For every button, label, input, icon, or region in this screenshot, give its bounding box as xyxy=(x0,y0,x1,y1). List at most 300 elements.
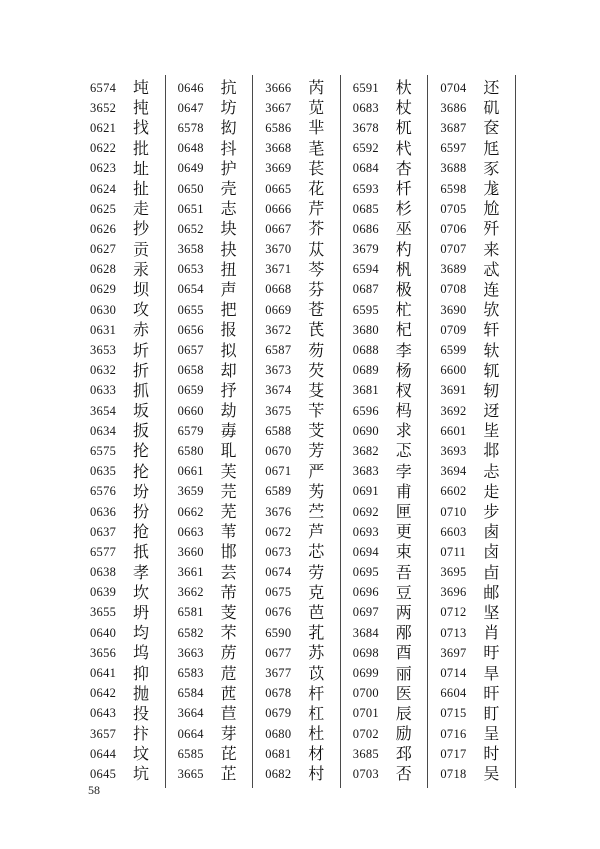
entry-character: 肖 xyxy=(483,623,500,643)
entry-code: 0709 xyxy=(440,322,467,337)
entry-character: 吴 xyxy=(483,764,500,784)
table-row xyxy=(428,421,515,441)
entry-code: 6574 xyxy=(90,80,117,95)
table-row xyxy=(166,724,253,744)
table-row xyxy=(78,583,165,603)
table-row xyxy=(78,320,165,340)
entry-code: 6590 xyxy=(265,625,292,640)
table-row xyxy=(428,704,515,724)
entry-character: 杞 xyxy=(395,320,412,340)
table-row xyxy=(341,300,428,320)
table-row xyxy=(253,563,340,583)
entry-code: 0662 xyxy=(177,504,204,519)
table-row xyxy=(428,502,515,522)
entry-character: 报 xyxy=(220,320,237,340)
entry-character: 苡 xyxy=(308,663,325,683)
entry-code: 0680 xyxy=(265,726,292,741)
table-row xyxy=(341,441,428,461)
entry-code: 0713 xyxy=(440,625,467,640)
entry-code: 0643 xyxy=(90,706,117,721)
entry-code: 6592 xyxy=(352,141,379,156)
table-row xyxy=(341,744,428,764)
entry-character: 苌 xyxy=(308,158,325,178)
table-row xyxy=(428,78,515,98)
table-row xyxy=(253,159,340,179)
table-row xyxy=(253,704,340,724)
entry-code: 3691 xyxy=(440,383,467,398)
table-row xyxy=(78,98,165,118)
entry-code: 0639 xyxy=(90,585,117,600)
table-row xyxy=(166,361,253,381)
table-row xyxy=(341,139,428,159)
table-row xyxy=(253,744,340,764)
table-row xyxy=(428,522,515,542)
entry-character: 芡 xyxy=(308,360,325,380)
character-code-table xyxy=(78,75,516,788)
entry-code: 0665 xyxy=(265,181,292,196)
entry-code: 6599 xyxy=(440,343,467,358)
entry-character: 芽 xyxy=(220,724,237,744)
entry-code: 3665 xyxy=(177,766,204,781)
entry-character: 抢 xyxy=(133,522,150,542)
entry-character: 坋 xyxy=(133,481,150,501)
entry-character: 劳 xyxy=(308,562,325,582)
table-row xyxy=(341,643,428,663)
table-row xyxy=(166,684,253,704)
entry-code: 3683 xyxy=(352,464,379,479)
entry-character: 芫 xyxy=(220,481,237,501)
entry-code: 0699 xyxy=(352,666,379,681)
entry-code: 0649 xyxy=(177,161,204,176)
entry-character: 芾 xyxy=(220,582,237,602)
entry-code: 3686 xyxy=(440,100,467,115)
entry-character: 丽 xyxy=(395,663,412,683)
entry-code: 0688 xyxy=(352,343,379,358)
entry-code: 0659 xyxy=(177,383,204,398)
entry-code: 6588 xyxy=(265,423,292,438)
table-row xyxy=(341,724,428,744)
entry-code: 6601 xyxy=(440,423,467,438)
entry-code: 0642 xyxy=(90,686,117,701)
table-row xyxy=(78,139,165,159)
table-row xyxy=(78,744,165,764)
table-row xyxy=(253,542,340,562)
table-row xyxy=(341,421,428,441)
entry-character: 抉 xyxy=(220,239,237,259)
table-row xyxy=(428,684,515,704)
entry-code: 3656 xyxy=(90,645,117,660)
entry-code: 3669 xyxy=(265,161,292,176)
table-row xyxy=(166,78,253,98)
entry-character: 𫇭 xyxy=(308,481,325,501)
entry-code: 0624 xyxy=(90,181,117,196)
entry-code: 6580 xyxy=(177,443,204,458)
table-row xyxy=(253,118,340,138)
entry-code: 0668 xyxy=(265,282,292,297)
entry-code: 3684 xyxy=(352,625,379,640)
entry-character: 芭 xyxy=(308,602,325,622)
entry-code: 0682 xyxy=(265,766,292,781)
entry-code: 6587 xyxy=(265,343,292,358)
entry-code: 0654 xyxy=(177,282,204,297)
table-row xyxy=(341,603,428,623)
table-row xyxy=(78,179,165,199)
entry-character: 歨 xyxy=(483,481,500,501)
table-row xyxy=(341,320,428,340)
entry-code: 6600 xyxy=(440,363,467,378)
entry-character: 励 xyxy=(395,724,412,744)
entry-code: 0628 xyxy=(90,262,117,277)
entry-character: 块 xyxy=(220,219,237,239)
entry-character: 歼 xyxy=(483,219,500,239)
entry-character: 坞 xyxy=(133,643,150,663)
entry-character: 苄 xyxy=(308,401,325,421)
entry-code: 0669 xyxy=(265,302,292,317)
table-row xyxy=(166,522,253,542)
entry-code: 0627 xyxy=(90,242,117,257)
entry-character: 杩 xyxy=(395,401,412,421)
entry-code: 0702 xyxy=(352,726,379,741)
table-row xyxy=(78,684,165,704)
entry-character: 忑 xyxy=(395,441,412,461)
entry-character: 坎 xyxy=(133,582,150,602)
table-row xyxy=(341,98,428,118)
entry-code: 0653 xyxy=(177,262,204,277)
table-column xyxy=(341,75,429,788)
entry-code: 0677 xyxy=(265,645,292,660)
entry-code: 0696 xyxy=(352,585,379,600)
table-row xyxy=(253,320,340,340)
entry-character: 邴 xyxy=(395,623,412,643)
entry-character: 𫐄 xyxy=(483,360,500,380)
entry-code: 0703 xyxy=(352,766,379,781)
entry-character: 芠 xyxy=(308,421,325,441)
entry-code: 6603 xyxy=(440,524,467,539)
entry-character: 坑 xyxy=(133,764,150,784)
entry-code: 0629 xyxy=(90,282,117,297)
table-row xyxy=(253,199,340,219)
entry-character: 芯 xyxy=(308,542,325,562)
entry-character: 孝 xyxy=(133,562,150,582)
entry-character: 吾 xyxy=(395,562,412,582)
entry-character: 杈 xyxy=(395,380,412,400)
table-row xyxy=(341,219,428,239)
entry-code: 6576 xyxy=(90,484,117,499)
entry-code: 3687 xyxy=(440,120,467,135)
entry-character: 抃 xyxy=(133,724,150,744)
entry-character: 花 xyxy=(308,179,325,199)
table-row xyxy=(78,663,165,683)
table-row xyxy=(78,240,165,260)
entry-code: 0672 xyxy=(265,524,292,539)
entry-character: 芹 xyxy=(308,199,325,219)
table-row xyxy=(78,482,165,502)
entry-character: 抝 xyxy=(220,118,237,138)
entry-character: 束 xyxy=(395,542,412,562)
table-row xyxy=(428,340,515,360)
entry-character: 旴 xyxy=(483,643,500,663)
table-row xyxy=(428,300,515,320)
entry-code: 0676 xyxy=(265,605,292,620)
table-row xyxy=(428,583,515,603)
entry-code: 0657 xyxy=(177,343,204,358)
table-row xyxy=(253,502,340,522)
table-row xyxy=(341,78,428,98)
table-row xyxy=(78,421,165,441)
entry-character: 芼 xyxy=(308,138,325,158)
entry-character: 抑 xyxy=(133,663,150,683)
entry-code: 0689 xyxy=(352,363,379,378)
table-row xyxy=(166,219,253,239)
entry-character: 还 xyxy=(483,78,500,98)
entry-character: 芷 xyxy=(220,764,237,784)
table-row xyxy=(428,623,515,643)
entry-code: 0622 xyxy=(90,141,117,156)
entry-character: 尨 xyxy=(483,179,500,199)
table-row xyxy=(428,98,515,118)
table-row xyxy=(428,361,515,381)
table-row xyxy=(78,643,165,663)
entry-character: 芰 xyxy=(220,602,237,622)
entry-character: 劫 xyxy=(220,401,237,421)
table-column xyxy=(166,75,254,788)
table-row xyxy=(78,78,165,98)
entry-character: 芦 xyxy=(308,522,325,542)
entry-code: 0717 xyxy=(440,746,467,761)
table-row xyxy=(166,441,253,461)
entry-character: 忒 xyxy=(483,259,500,279)
entry-code: 0631 xyxy=(90,322,117,337)
entry-code: 3668 xyxy=(265,141,292,156)
table-column xyxy=(253,75,341,788)
entry-code: 3681 xyxy=(352,383,379,398)
entry-code: 3693 xyxy=(440,443,467,458)
entry-code: 0701 xyxy=(352,706,379,721)
entry-code: 0636 xyxy=(90,504,117,519)
entry-code: 3661 xyxy=(177,565,204,580)
entry-code: 0663 xyxy=(177,524,204,539)
entry-code: 0683 xyxy=(352,100,379,115)
entry-character: 芬 xyxy=(308,279,325,299)
table-row xyxy=(341,522,428,542)
table-row xyxy=(166,744,253,764)
table-row xyxy=(253,623,340,643)
entry-code: 6575 xyxy=(90,443,117,458)
entry-character: 卥 xyxy=(483,522,500,542)
entry-character: 迓 xyxy=(483,401,500,421)
entry-code: 3673 xyxy=(265,363,292,378)
entry-code: 3697 xyxy=(440,645,467,660)
entry-code: 3666 xyxy=(265,80,292,95)
entry-code: 0681 xyxy=(265,746,292,761)
entry-code: 3675 xyxy=(265,403,292,418)
entry-character: 拟 xyxy=(220,340,237,360)
entry-character: 轩 xyxy=(483,320,500,340)
entry-character: 杖 xyxy=(395,98,412,118)
table-row xyxy=(78,159,165,179)
entry-code: 6579 xyxy=(177,423,204,438)
entry-code: 3657 xyxy=(90,726,117,741)
entry-character: 旰 xyxy=(483,683,500,703)
entry-code: 0641 xyxy=(90,666,117,681)
table-row xyxy=(341,361,428,381)
entry-code: 6581 xyxy=(177,605,204,620)
table-row xyxy=(166,381,253,401)
table-row xyxy=(253,421,340,441)
entry-character: 批 xyxy=(133,138,150,158)
table-row xyxy=(428,381,515,401)
table-row xyxy=(428,724,515,744)
table-row xyxy=(341,482,428,502)
table-row xyxy=(428,199,515,219)
table-row xyxy=(166,139,253,159)
entry-code: 3690 xyxy=(440,302,467,317)
entry-character: 攻 xyxy=(133,300,150,320)
table-row xyxy=(428,219,515,239)
entry-character: 芮 xyxy=(308,78,325,98)
entry-character: 芪 xyxy=(308,320,325,340)
entry-character: 呈 xyxy=(483,724,500,744)
entry-character: 矶 xyxy=(483,98,500,118)
entry-character: 苉 xyxy=(220,683,237,703)
table-row xyxy=(166,542,253,562)
table-row xyxy=(166,159,253,179)
entry-character: 奁 xyxy=(483,118,500,138)
table-row xyxy=(253,401,340,421)
table-row xyxy=(253,764,340,784)
entry-code: 3664 xyxy=(177,706,204,721)
entry-character: 耴 xyxy=(220,441,237,461)
entry-character: 苍 xyxy=(308,300,325,320)
entry-code: 6602 xyxy=(440,484,467,499)
table-row xyxy=(341,159,428,179)
entry-character: 严 xyxy=(308,461,325,481)
table-row xyxy=(341,684,428,704)
entry-code: 3677 xyxy=(265,666,292,681)
entry-character: 李 xyxy=(395,340,412,360)
entry-code: 0679 xyxy=(265,706,292,721)
entry-code: 0714 xyxy=(440,666,467,681)
entry-character: 杜 xyxy=(308,724,325,744)
entry-code: 0652 xyxy=(177,221,204,236)
entry-character: 坉 xyxy=(133,78,150,98)
table-row xyxy=(341,199,428,219)
table-row xyxy=(428,764,515,784)
entry-code: 0650 xyxy=(177,181,204,196)
entry-character: 孛 xyxy=(395,461,412,481)
entry-code: 0637 xyxy=(90,524,117,539)
table-row xyxy=(341,542,428,562)
table-row xyxy=(428,563,515,583)
entry-code: 3682 xyxy=(352,443,379,458)
table-row xyxy=(166,260,253,280)
table-row xyxy=(341,764,428,784)
entry-character: 抗 xyxy=(220,78,237,98)
entry-character: 杓 xyxy=(395,239,412,259)
entry-character: 苇 xyxy=(220,522,237,542)
entry-code: 6585 xyxy=(177,746,204,761)
entry-character: 芳 xyxy=(308,441,325,461)
entry-code: 0691 xyxy=(352,484,379,499)
entry-code: 6583 xyxy=(177,666,204,681)
entry-code: 6593 xyxy=(352,181,379,196)
table-column xyxy=(428,75,516,788)
entry-character: 杙 xyxy=(395,138,412,158)
entry-character: 声 xyxy=(220,279,237,299)
entry-character: 坊 xyxy=(220,98,237,118)
entry-character: 芸 xyxy=(220,562,237,582)
entry-code: 3685 xyxy=(352,746,379,761)
table-row xyxy=(341,381,428,401)
table-row xyxy=(166,240,253,260)
table-row xyxy=(253,260,340,280)
entry-character: 扯 xyxy=(133,179,150,199)
entry-code: 0633 xyxy=(90,383,117,398)
entry-character: 却 xyxy=(220,360,237,380)
entry-character: 苁 xyxy=(308,239,325,259)
table-row xyxy=(253,643,340,663)
table-row xyxy=(341,240,428,260)
table-row xyxy=(428,139,515,159)
table-column xyxy=(78,75,166,788)
table-row xyxy=(166,583,253,603)
entry-character: 把 xyxy=(220,300,237,320)
entry-character: 抡 xyxy=(133,441,150,461)
table-row xyxy=(166,320,253,340)
entry-character: 坟 xyxy=(133,744,150,764)
entry-character: 芘 xyxy=(220,744,237,764)
table-row xyxy=(428,603,515,623)
table-row xyxy=(253,280,340,300)
table-row xyxy=(428,401,515,421)
table-row xyxy=(78,219,165,239)
table-row xyxy=(166,603,253,623)
entry-character: 克 xyxy=(308,582,325,602)
entry-code: 0646 xyxy=(177,80,204,95)
entry-code: 3658 xyxy=(177,242,204,257)
entry-character: 芙 xyxy=(220,461,237,481)
table-row xyxy=(253,340,340,360)
entry-code: 0626 xyxy=(90,221,117,236)
entry-character: 尬 xyxy=(483,199,500,219)
entry-character: 邶 xyxy=(483,441,500,461)
entry-character: 苏 xyxy=(308,643,325,663)
entry-code: 3663 xyxy=(177,645,204,660)
entry-code: 6578 xyxy=(177,120,204,135)
entry-character: 盯 xyxy=(483,703,500,723)
entry-character: 忐 xyxy=(483,461,500,481)
entry-code: 6591 xyxy=(352,80,379,95)
entry-code: 0655 xyxy=(177,302,204,317)
entry-character: 赤 xyxy=(133,320,150,340)
table-row xyxy=(253,139,340,159)
entry-character: 投 xyxy=(133,703,150,723)
entry-character: 酉 xyxy=(395,643,412,663)
entry-code: 3662 xyxy=(177,585,204,600)
entry-code: 3692 xyxy=(440,403,467,418)
table-row xyxy=(428,240,515,260)
entry-character: 贡 xyxy=(133,239,150,259)
table-row xyxy=(78,462,165,482)
entry-code: 0715 xyxy=(440,706,467,721)
entry-character: 抛 xyxy=(133,683,150,703)
entry-code: 0630 xyxy=(90,302,117,317)
entry-character: 杄 xyxy=(395,179,412,199)
table-row xyxy=(253,441,340,461)
table-row xyxy=(78,522,165,542)
table-row xyxy=(166,482,253,502)
table-row xyxy=(166,421,253,441)
